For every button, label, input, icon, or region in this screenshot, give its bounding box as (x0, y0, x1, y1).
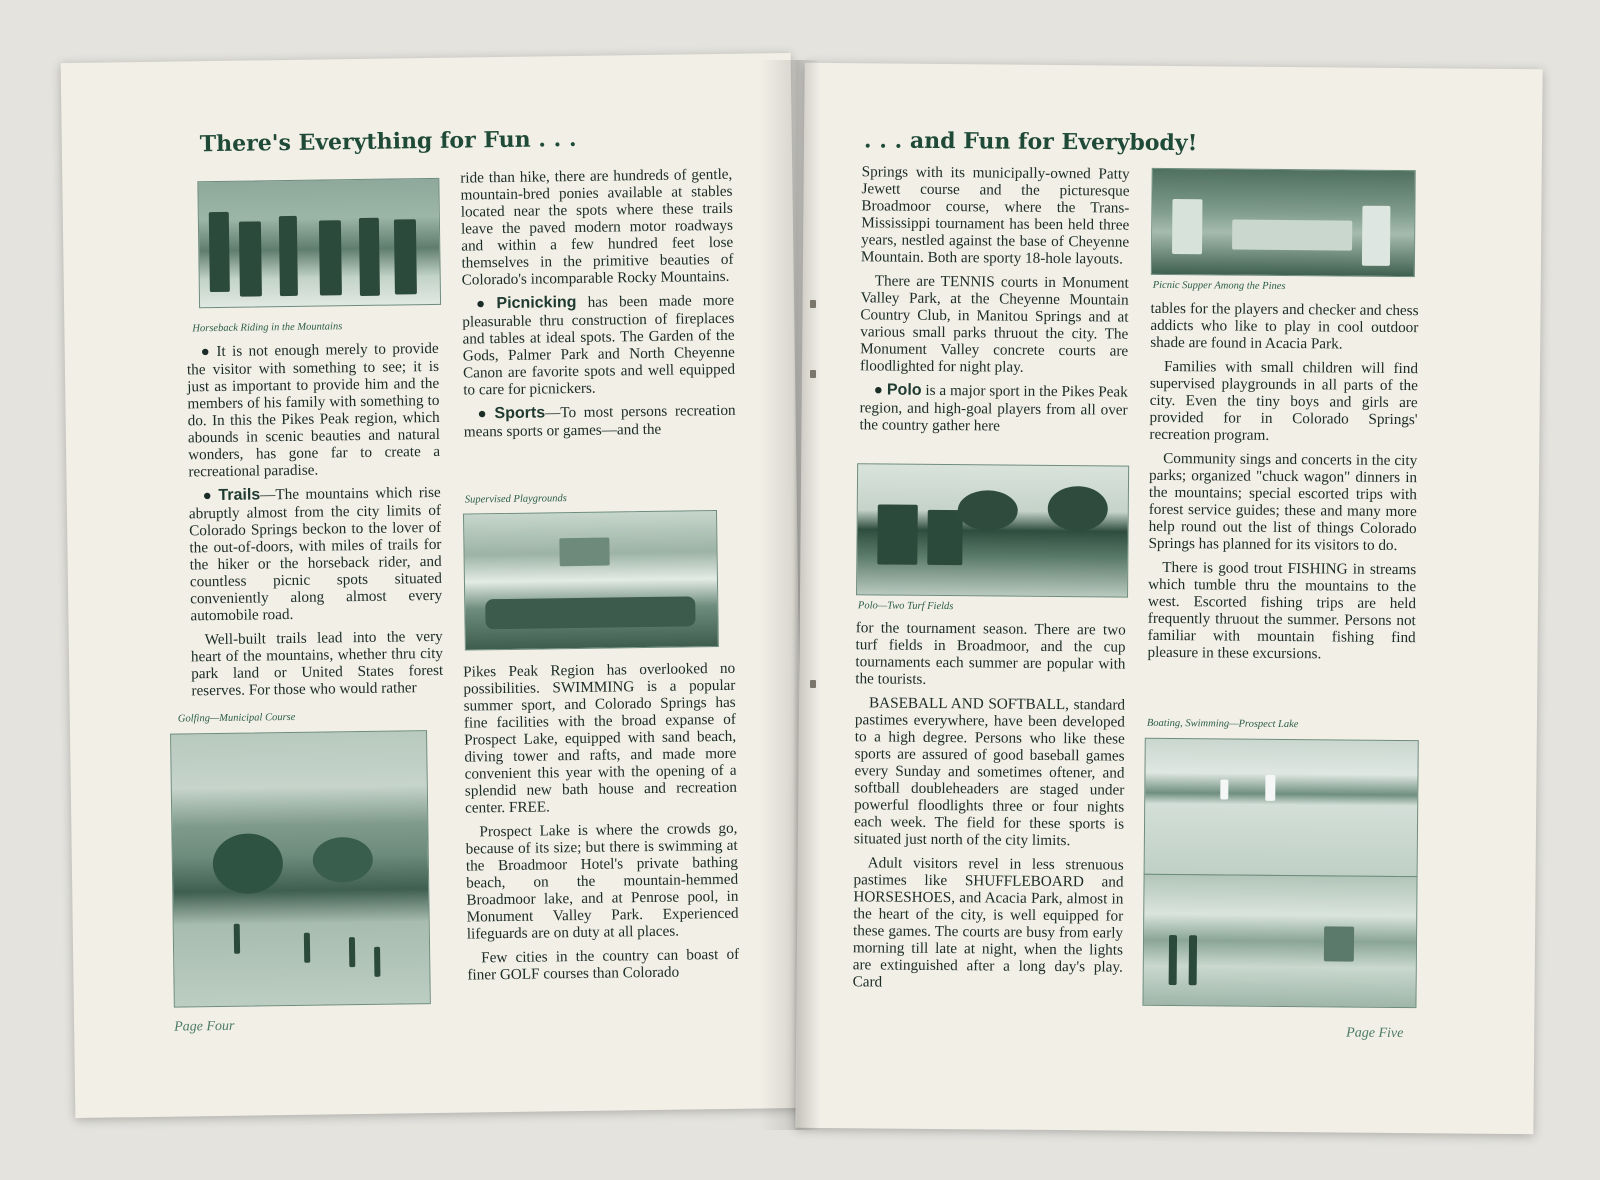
left-column-2 (460, 166, 736, 448)
intro-paragraph: ● It is not enough merely to provide the visitor with something to see; it is just as important to provide him and the members of his family with something to do. In this the Pikes Peak region, which abounds in scenic beauties and natural wonders, has gone far to create a recreational paradise. (186, 339, 441, 481)
staple-middle (810, 370, 816, 378)
left-column-1 (187, 340, 444, 706)
fishing-paragraph: There is good trout FISHING in streams which tumble thru the mountains to the west. Escorted fishing trips are held frequently thruout the summer. Persons not familiar with mountain fishing find pleasure in these excursions. (1147, 558, 1417, 663)
polo-caption: Polo—Two Turf Fields (857, 600, 954, 613)
left-page-heading: There's Everything for Fun . . . (199, 125, 577, 158)
boating-caption: Boating, Swimming—Prospect Lake (1146, 717, 1299, 731)
trails-paragraph: ● Trails—The mountains which rise abruptly almost from the city limits of Colorado Springs beckon to the lover of the out-of-doors, with miles of trails for the hiker or the horseback rider, and countless picnic spots situated conveniently along almost every automobile road. (188, 483, 443, 625)
right-column-1-lower (853, 619, 1126, 999)
left-page-number: Page Four (174, 1018, 235, 1035)
playgrounds-photo (463, 510, 719, 651)
golfing-caption: Golfing—Municipal Course (177, 711, 296, 725)
left-column-2-lower (463, 660, 740, 991)
right-page-heading: . . . and Fun for Everybody! (863, 127, 1198, 157)
community-paragraph: Community sings and concerts in the city parks; organized "chuck wagon" dinners in the mountains; special escorted trips with forest service guides; these and many more help round out the list of things Colorado Springs has planned for its visitors to do. (1148, 449, 1418, 554)
horseback-caption: Horseback Riding in the Mountains (192, 321, 343, 335)
sports-paragraph: ● Sports—To most persons recreation means sports or games—and the (463, 401, 736, 441)
golfing-photo (170, 730, 431, 1008)
ponies-paragraph: ride than hike, there are hundreds of gentle, mountain-bred ponies available at stables located near the spots where these trails leave the paved modern motor roadways and within a few hundred feet lose themselves in the primitive beauties of Colorado's incomparable Rocky Mountains. (460, 165, 734, 289)
polo-subheading: Polo (886, 381, 922, 399)
golf-paragraph: Few cities in the country can boast of finer GOLF courses than Colorado (467, 945, 740, 984)
tournament-paragraph: for the tournament season. There are two turf fields in Broadmoor, and the cup tournaments each summer are popular with the tourists. (855, 619, 1126, 688)
picnicking-subheading: Picnicking (496, 293, 577, 313)
tennis-paragraph: There are TENNIS courts in Monument Valley Park, at the Cheyenne Mountain Country Club, in Manitou Springs and at various small parks thruout the city. The Monument Valley concrete courts are floodlighted for night play. (859, 272, 1129, 376)
baseball-paragraph: BASEBALL AND SOFTBALL, standard pastimes everywhere, have been developed to a high degree. Persons who like these sports are assured of good baseball games every Sunday and sometimes oftener, and softball doubleheaders are staged under powerful floodlights three or four nights each week. The field for these sports is situated just north of the city limits. (853, 694, 1126, 850)
staple-top (810, 300, 816, 308)
families-paragraph: Families with small children will find supervised playgrounds in all parts of the city. Even the tiny boys and girls are provided for in Colorado Springs' recreation program. (1149, 357, 1419, 444)
playgrounds-caption: Supervised Playgrounds (464, 493, 567, 506)
polo-paragraph: ● Polo is a major sport in the Pikes Peak region, and high-goal players from all over the country gather here (859, 381, 1128, 435)
polo-photo (856, 463, 1129, 597)
trails-subheading: Trails (218, 486, 261, 504)
swimming-photo (1142, 874, 1417, 1008)
shuffleboard-paragraph: Adult visitors revel in less strenuous pastimes like SHUFFLEBOARD and HORSESHOES, and Acacia Park, almost in the heart of the city, is well equipped for these games. The courts are busy from early morning till late at night, when the lights are extinguished after a long day's play. Card (852, 854, 1124, 991)
boating-photo (1144, 738, 1419, 877)
left-page (61, 53, 806, 1118)
prospect-lake-paragraph: Prospect Lake is where the crowds go, because of its size; but there is swimming at the Broadmoor Hotel's private bathing beach, on the mountain-hemmed Broadmoor lake, and at Penrose pool, in Monument Valley Park. Experienced lifeguards are on duty at all places. (465, 819, 739, 943)
horseback-riding-photo (197, 178, 441, 308)
right-page (795, 63, 1542, 1134)
swimming-paragraph: Pikes Peak Region has overlooked no possibilities. SWIMMING is a popular summer sport, and Colorado Springs has fine facilities with the broad expanse of Prospect Lake, equipped with sand beach, diving tower and rafts, and made more convenient this year with the opening of a splendid new bath house and recreation center. FREE. (463, 659, 737, 817)
right-page-number: Page Five (1346, 1025, 1404, 1042)
right-column-2 (1147, 300, 1418, 670)
trails-paragraph-2: Well-built trails lead into the very heart of the mountains, whether thru city park land or United States forest reserves. For those who would rather (190, 627, 444, 700)
card-tables-paragraph: tables for the players and checker and chess addicts who like to play in cool outdoor shade are found in Acacia Park. (1150, 299, 1419, 353)
right-column-1 (859, 163, 1129, 442)
golf-courses-paragraph: Springs with its municipally-owned Patty Jewett course and the picturesque Broadmoor course, where the Trans-Mississippi tournament has been held three years, nestled against the base of Cheyenne Mountain. Both are sporty 18-hole layouts. (860, 163, 1130, 268)
picnicking-paragraph: ● Picnicking has been made more pleasurable thru construction of fireplaces and tables at ideal spots. The Garden of the Gods, Palmer Park and North Cheyenne Canon are favorite spots and well equipped to care for picnickers. (462, 291, 736, 399)
picnic-photo (1151, 168, 1416, 277)
picnic-caption: Picnic Supper Among the Pines (1152, 279, 1286, 293)
sports-subheading: Sports (494, 404, 546, 423)
staple-bottom (810, 680, 816, 688)
